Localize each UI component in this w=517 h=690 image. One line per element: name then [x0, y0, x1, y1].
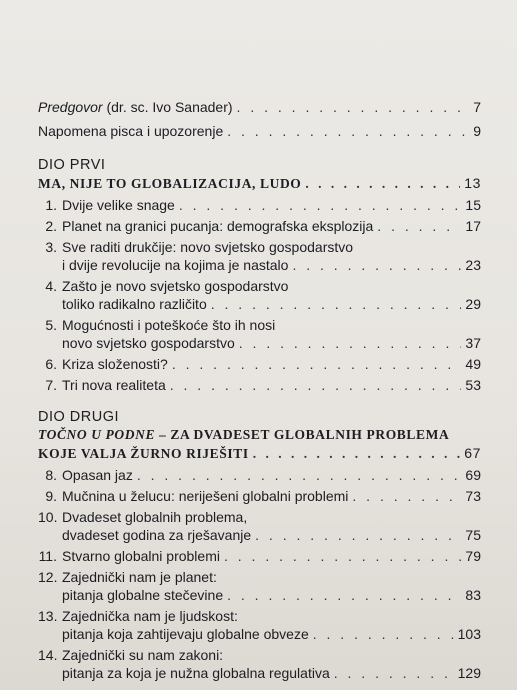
chapter-number: 13.: [38, 608, 58, 624]
chapter-title: Opasan jaz: [62, 467, 133, 483]
page-number: 79: [465, 548, 481, 564]
chapter-number: 5.: [45, 317, 57, 333]
chapter-title: Kriza složenosti?: [62, 356, 168, 372]
chapter-title: Zajednička nam je ljudskost:: [62, 608, 238, 624]
chapter-title: Zajednički nam je planet:: [62, 569, 217, 585]
dot-leader: [292, 256, 461, 274]
chapter-line: [38, 586, 481, 604]
toc-chapter-entry: [38, 277, 481, 313]
chapter-title: Zašto je novo svjetsko gospodarstvo: [62, 278, 289, 294]
chapter-number: 6.: [45, 356, 57, 372]
chapter-line: [38, 238, 481, 256]
chapter-line: [38, 646, 481, 664]
entry-title: Napomena pisca i upozorenje: [38, 123, 224, 139]
dot-leader: [253, 445, 461, 463]
page-number: 103: [457, 626, 481, 642]
dot-leader: [211, 295, 462, 313]
dot-leader: [172, 355, 462, 373]
dot-leader: [239, 334, 462, 352]
page-number: 73: [465, 488, 481, 504]
chapter-number: 7.: [45, 377, 57, 393]
page-number: 17: [465, 218, 481, 234]
dot-leader: [255, 526, 461, 544]
toc-chapter-entry: [38, 316, 481, 352]
part-title-row: [38, 174, 481, 193]
chapter-line: [38, 355, 481, 373]
toc-chapter-entry: [38, 547, 481, 565]
chapter-title: novo svjetsko gospodarstvo: [62, 335, 235, 351]
chapter-number: 10.: [38, 509, 58, 525]
chapter-number: 11.: [38, 548, 57, 564]
part-label: DIO DRUGI: [38, 409, 120, 425]
chapter-number: 8.: [45, 467, 57, 483]
chapter-line: [38, 316, 481, 334]
toc-chapter-entry: [38, 568, 481, 604]
chapter-number: 3.: [45, 239, 57, 255]
dot-leader: [377, 217, 461, 235]
part-title: MA, NIJE TO GLOBALIZACIJA, LUDO: [38, 176, 302, 191]
dot-leader: [137, 466, 462, 484]
part-title-rest: – ZA DVADESET GLOBALNIH PROBLEMA: [155, 427, 450, 442]
toc-chapter-entry: [38, 376, 481, 394]
toc-entry-napomena: [38, 122, 481, 140]
chapter-line: [38, 625, 481, 643]
chapter-line: [38, 277, 481, 295]
part-title-italic: TOČNO U PODNE: [38, 427, 156, 442]
page-number: 15: [465, 197, 481, 213]
toc-chapter-entry: [38, 508, 481, 544]
chapter-line: [38, 526, 481, 544]
chapter-line: [38, 334, 481, 352]
chapter-title: toliko radikalno različito: [62, 296, 207, 312]
chapter-title: Mučnina u želucu: neriješeni globalni problemi: [62, 488, 349, 504]
chapter-title: i dvije revolucije na kojima je nastalo: [62, 257, 289, 273]
dot-leader: [170, 376, 462, 394]
toc-entry-predgovor: [38, 98, 481, 116]
page-number: 49: [465, 356, 481, 372]
part-label: DIO PRVI: [38, 157, 106, 173]
entry-extra: (dr. sc. Ivo Sanader): [102, 99, 233, 115]
chapter-number: 12.: [38, 569, 58, 585]
chapter-title: Zajednički su nam zakoni:: [62, 647, 224, 663]
chapter-line: [38, 508, 481, 526]
chapter-number: 4.: [45, 278, 57, 294]
chapter-title: dvadeset godina za rješavanje: [62, 527, 252, 543]
page-number: 9: [473, 123, 481, 139]
part2-chapter-list: [38, 466, 481, 682]
chapter-line: [38, 217, 481, 235]
chapter-title: Dvije velike snage: [62, 197, 175, 213]
toc-chapter-entry: [38, 355, 481, 373]
toc-chapter-entry: [38, 466, 481, 484]
chapter-title: Stvarno globalni problemi: [62, 548, 220, 564]
page-number: 83: [465, 587, 481, 603]
page-number: 69: [465, 467, 481, 483]
part-title-line1: [38, 426, 481, 444]
page-number: 13: [464, 175, 481, 191]
chapter-number: 14.: [38, 647, 58, 663]
toc-chapter-entry: [38, 646, 481, 682]
chapter-line: [38, 607, 481, 625]
part-title-line2: KOJE VALJA ŽURNO RIJEŠITI: [38, 446, 249, 461]
chapter-line: [38, 196, 481, 214]
part-title-row: [38, 444, 481, 463]
page-number: 129: [457, 665, 481, 681]
chapter-line: [38, 547, 481, 565]
chapter-title: Dvadeset globalnih problema,: [62, 509, 248, 525]
page-number: 75: [465, 527, 481, 543]
dot-leader: [227, 122, 469, 140]
toc-chapter-entry: [38, 607, 481, 643]
chapter-line: [38, 376, 481, 394]
toc-chapter-entry: [38, 487, 481, 505]
page-number: 67: [464, 445, 481, 461]
chapter-line: [38, 664, 481, 682]
chapter-number: 9.: [45, 488, 57, 504]
page-number: 7: [473, 99, 481, 115]
chapter-number: 2.: [45, 218, 57, 234]
chapter-line: [38, 466, 481, 484]
chapter-line: [38, 256, 481, 274]
entry-title: Predgovor: [38, 99, 103, 115]
chapter-title: Planet na granici pucanja: demografska eksplozija: [62, 218, 374, 234]
dot-leader: [227, 586, 461, 604]
page-number: 29: [465, 296, 481, 312]
dot-leader: [305, 175, 460, 193]
chapter-title: Mogućnosti i poteškoće što ih nosi: [62, 317, 276, 333]
dot-leader: [313, 625, 454, 643]
chapter-title: Tri nova realiteta: [62, 377, 166, 393]
chapter-title: pitanja globalne stečevine: [62, 587, 224, 603]
chapter-line: [38, 568, 481, 586]
dot-leader: [179, 196, 462, 214]
chapter-line: [38, 487, 481, 505]
chapter-title: Sve raditi drukčije: novo svjetsko gospodarstvo: [62, 239, 354, 255]
toc-chapter-entry: [38, 217, 481, 235]
dot-leader: [237, 98, 470, 116]
chapter-line: [38, 295, 481, 313]
toc-chapter-entry: [38, 196, 481, 214]
chapter-title: pitanja za koja je nužna globalna regulativa: [62, 665, 330, 681]
chapter-number: 1.: [45, 197, 57, 213]
part1-chapter-list: [38, 196, 481, 394]
page-number: 23: [465, 257, 481, 273]
toc-chapter-entry: [38, 238, 481, 274]
page-number: 53: [465, 377, 481, 393]
page-number: 37: [465, 335, 481, 351]
chapter-title: pitanja koja zahtijevaju globalne obveze: [62, 626, 309, 642]
dot-leader: [224, 547, 461, 565]
dot-leader: [352, 487, 461, 505]
dot-leader: [334, 664, 454, 682]
table-of-contents: [38, 98, 481, 685]
